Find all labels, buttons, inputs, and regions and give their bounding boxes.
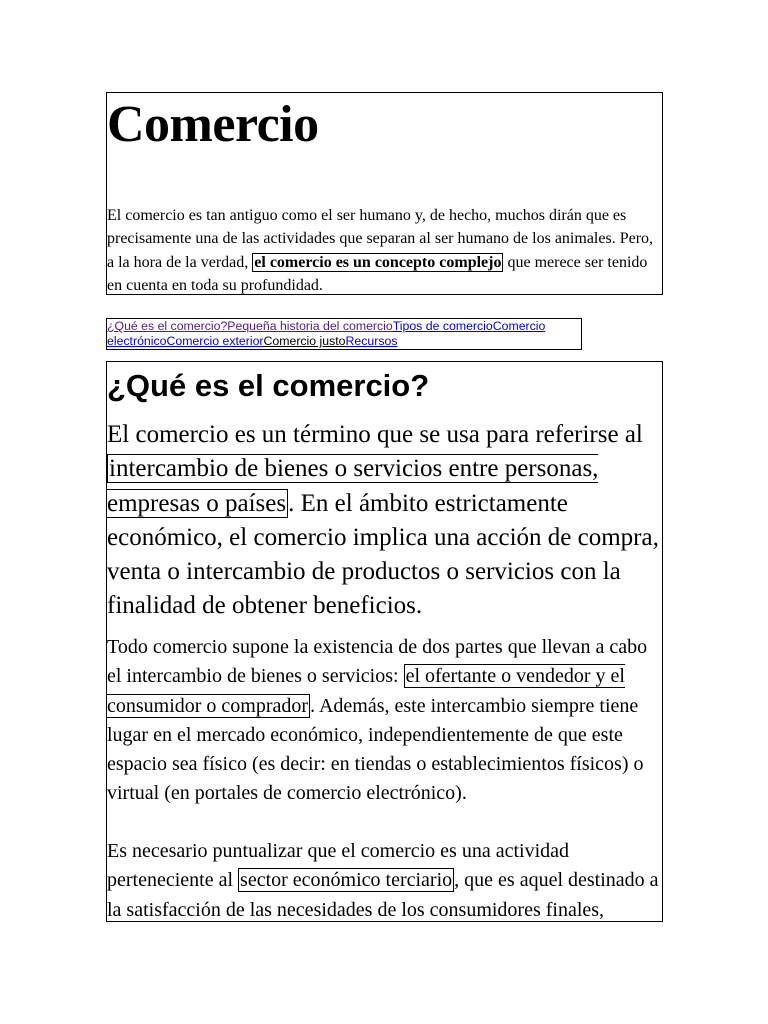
p2-text: Todo comercio supone la existencia de dos partes que llevan a cabo el intercambio de bienes o servicios: (107, 636, 648, 688)
toc-link-exterior[interactable]: Comercio exterior (166, 334, 264, 348)
p3-text-end: , que es aquel destinado a la satisfacción de las necesidades de los consumidores finales, (107, 869, 659, 921)
toc-link-tipos[interactable]: Tipos de comercio (392, 319, 493, 333)
table-of-contents (106, 318, 582, 350)
body-paragraph-3 (107, 837, 663, 922)
lead-text: El comercio es un término que se usa para referirse al (107, 421, 643, 448)
p2-text-end: . Además, este intercambio siempre tiene lugar en el mercado económico, independientemente de que este espacio sea físico (es decir: en tiendas o establecimientos físicos) o virtual (en portales de comercio electrónico). (107, 694, 644, 805)
lead-paragraph (107, 418, 659, 624)
toc-link-justo[interactable]: Comercio justo (263, 334, 346, 348)
toc-link-recursos[interactable]: Recursos (345, 334, 398, 348)
p3-text: Es necesario puntualizar que el comercio es una actividad perteneciente al (107, 840, 570, 892)
toc-link-que-es[interactable]: ¿Qué es el comercio? (107, 319, 228, 333)
content-section (106, 361, 663, 922)
intro-section (106, 92, 663, 295)
lead-text-end: . En el ámbito estrictamente económico, el comercio implica una acción de compra, venta o intercambio de productos o servicios con la finalidad de obtener beneficios. (107, 489, 659, 620)
intro-paragraph (107, 204, 663, 297)
p3-highlight: sector económico terciario (240, 869, 453, 892)
toc-link-electronico[interactable]: Comercio electrónico (107, 319, 546, 348)
section-heading: ¿Qué es el comercio? (107, 368, 430, 403)
intro-text-end: que merece ser tenido en cuenta en toda su profundidad. (107, 253, 648, 294)
p2-highlight: el ofertante o vendedor y el consumidor o comprador (107, 665, 625, 717)
intro-text: El comercio es tan antiguo como el ser humano y, de hecho, muchos dirán que es precisamente una de las actividades que separan al ser humano de los animales. Pero, a la hora de la verdad, (107, 207, 654, 271)
page-title: Comercio (107, 96, 319, 153)
intro-highlight: el comercio es un concepto complejo (254, 253, 502, 271)
toc-link-historia[interactable]: Pequeña historia del comercio (227, 319, 393, 333)
body-paragraph-2 (107, 633, 661, 809)
lead-highlight: intercambio de bienes o servicios entre personas, empresas o países (107, 455, 599, 517)
